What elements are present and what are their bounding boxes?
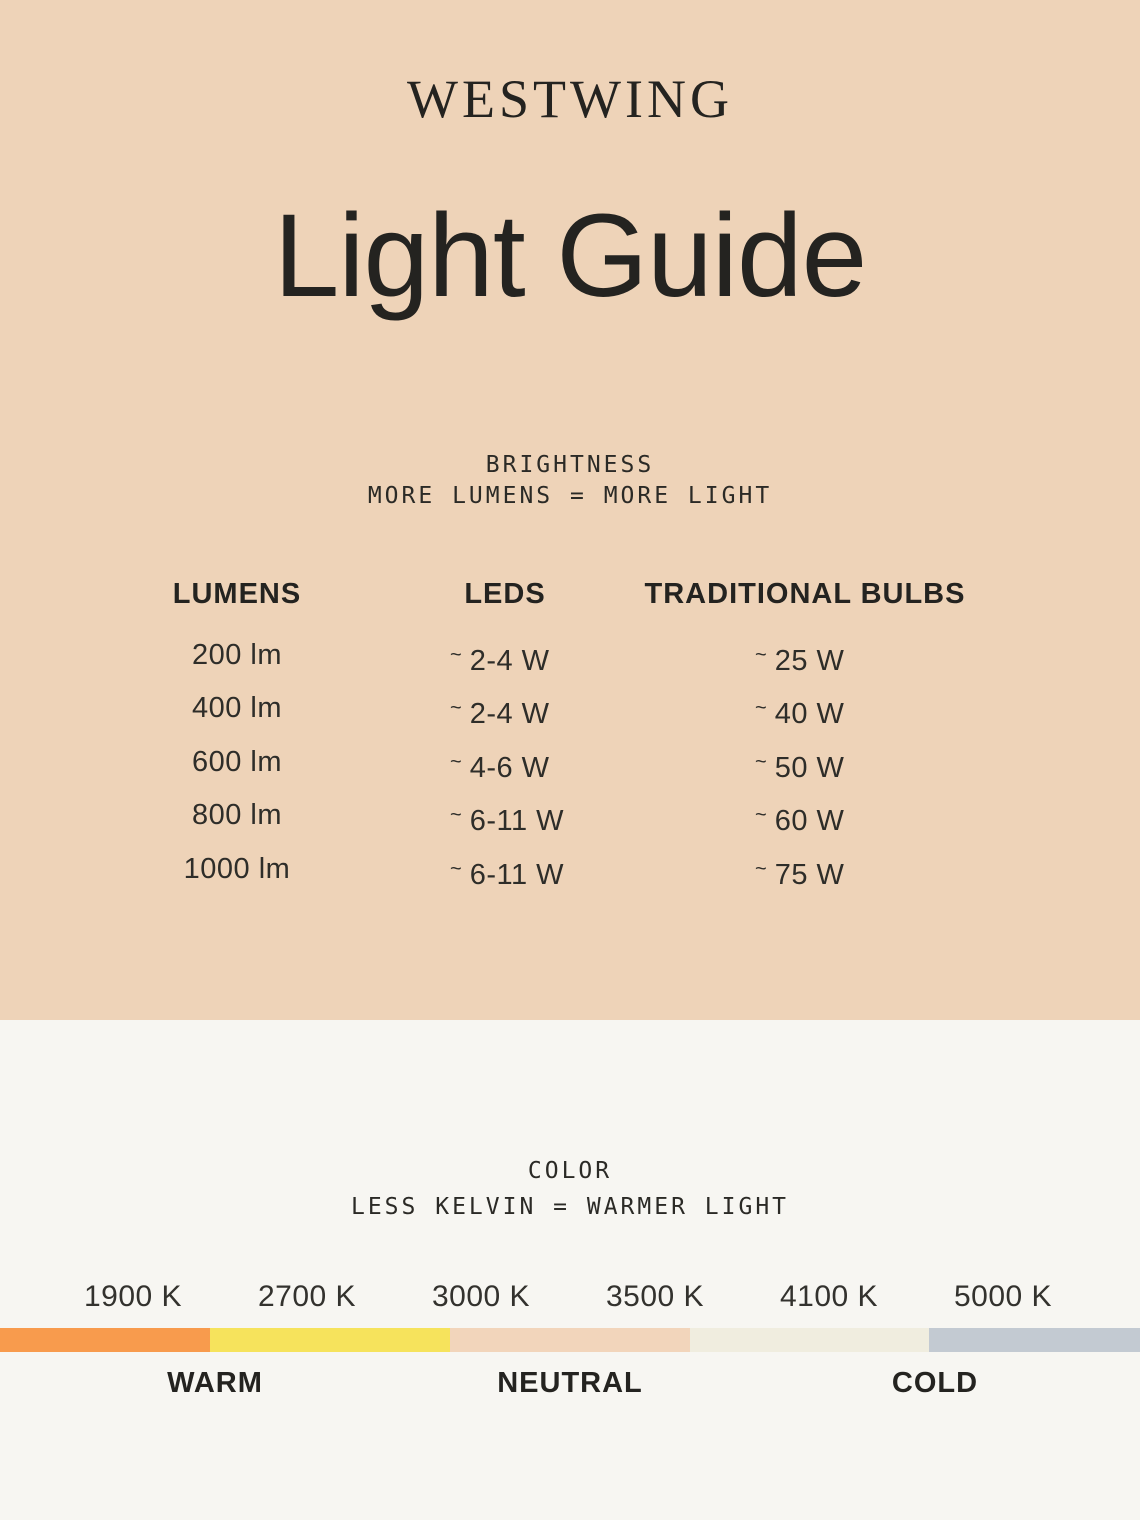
lumens-value: 1000 lm bbox=[183, 853, 291, 885]
column-header-traditional-bulbs: TRADITIONAL BULBS bbox=[644, 578, 966, 610]
lumens-value: 200 lm bbox=[191, 639, 283, 671]
bulb-watt-text: 60 W bbox=[774, 805, 845, 837]
bulb-watt-text: 75 W bbox=[774, 859, 845, 891]
approx-symbol: ~ bbox=[755, 804, 767, 826]
kelvin-label: 4100 K bbox=[779, 1280, 879, 1313]
color-heading: COLOR bbox=[527, 1158, 613, 1184]
kelvin-label-row bbox=[0, 1282, 1140, 1312]
approx-symbol: ~ bbox=[450, 697, 462, 719]
zone-label-neutral: NEUTRAL bbox=[497, 1367, 643, 1399]
approx-symbol: ~ bbox=[755, 697, 767, 719]
kelvin-label: 3500 K bbox=[605, 1280, 705, 1313]
led-watt-text: 6-11 W bbox=[469, 805, 565, 837]
approx-symbol: ~ bbox=[755, 644, 767, 666]
kelvin-label: 2700 K bbox=[257, 1280, 357, 1313]
led-watt-text: 6-11 W bbox=[469, 859, 565, 891]
approx-symbol: ~ bbox=[450, 644, 462, 666]
color-heading-block bbox=[0, 1153, 1140, 1225]
led-watt-text: 2-4 W bbox=[469, 645, 550, 677]
table-header-row bbox=[0, 579, 1140, 609]
color-swatch-warm-yellow bbox=[210, 1328, 450, 1352]
approx-symbol: ~ bbox=[450, 751, 462, 773]
led-watt-value bbox=[450, 853, 564, 891]
kelvin-color-bar bbox=[0, 1328, 1140, 1352]
brightness-heading: BRIGHTNESS bbox=[485, 452, 655, 478]
lumens-value: 400 lm bbox=[191, 692, 283, 724]
brand-logo: WESTWING bbox=[407, 69, 733, 129]
approx-symbol: ~ bbox=[755, 751, 767, 773]
lumens-value: 800 lm bbox=[191, 799, 283, 831]
led-watt-value bbox=[450, 692, 550, 730]
bulb-watt-value bbox=[755, 853, 844, 891]
bulb-watt-text: 50 W bbox=[774, 752, 845, 784]
approx-symbol: ~ bbox=[450, 804, 462, 826]
column-header-lumens: LUMENS bbox=[172, 578, 302, 610]
led-watt-text: 4-6 W bbox=[469, 752, 550, 784]
bulb-watt-value bbox=[755, 692, 844, 730]
color-section bbox=[0, 1020, 1140, 1520]
brightness-heading-block bbox=[0, 450, 1140, 512]
approx-symbol: ~ bbox=[450, 858, 462, 880]
color-swatch-neutral-cream bbox=[690, 1328, 929, 1352]
color-subheading: LESS KELVIN = WARMER LIGHT bbox=[350, 1194, 790, 1220]
page-title: Light Guide bbox=[273, 190, 867, 322]
bulb-watt-text: 25 W bbox=[774, 645, 845, 677]
led-watt-value bbox=[450, 746, 550, 784]
color-swatch-cold-gray bbox=[929, 1328, 1140, 1352]
zone-label-cold: COLD bbox=[891, 1367, 979, 1399]
table-row bbox=[0, 692, 1140, 730]
bulb-watt-value bbox=[755, 639, 844, 677]
color-swatch-warm-orange bbox=[0, 1328, 210, 1352]
kelvin-label: 3000 K bbox=[431, 1280, 531, 1313]
bulb-watt-value bbox=[755, 799, 844, 837]
table-row bbox=[0, 746, 1140, 784]
lumens-value: 600 lm bbox=[191, 746, 283, 778]
led-watt-value bbox=[450, 639, 550, 677]
approx-symbol: ~ bbox=[755, 858, 767, 880]
bulb-watt-text: 40 W bbox=[774, 698, 845, 730]
zone-label-warm: WARM bbox=[167, 1367, 263, 1399]
table-row bbox=[0, 799, 1140, 837]
led-watt-text: 2-4 W bbox=[469, 698, 550, 730]
table-row bbox=[0, 853, 1140, 891]
kelvin-label: 1900 K bbox=[83, 1280, 183, 1313]
led-watt-value bbox=[450, 799, 564, 837]
bulb-watt-value bbox=[755, 746, 844, 784]
color-swatch-neutral-peach bbox=[450, 1328, 690, 1352]
brightness-subheading: MORE LUMENS = MORE LIGHT bbox=[367, 483, 773, 509]
column-header-leds: LEDS bbox=[464, 578, 546, 610]
kelvin-label: 5000 K bbox=[953, 1280, 1053, 1313]
table-row bbox=[0, 639, 1140, 677]
